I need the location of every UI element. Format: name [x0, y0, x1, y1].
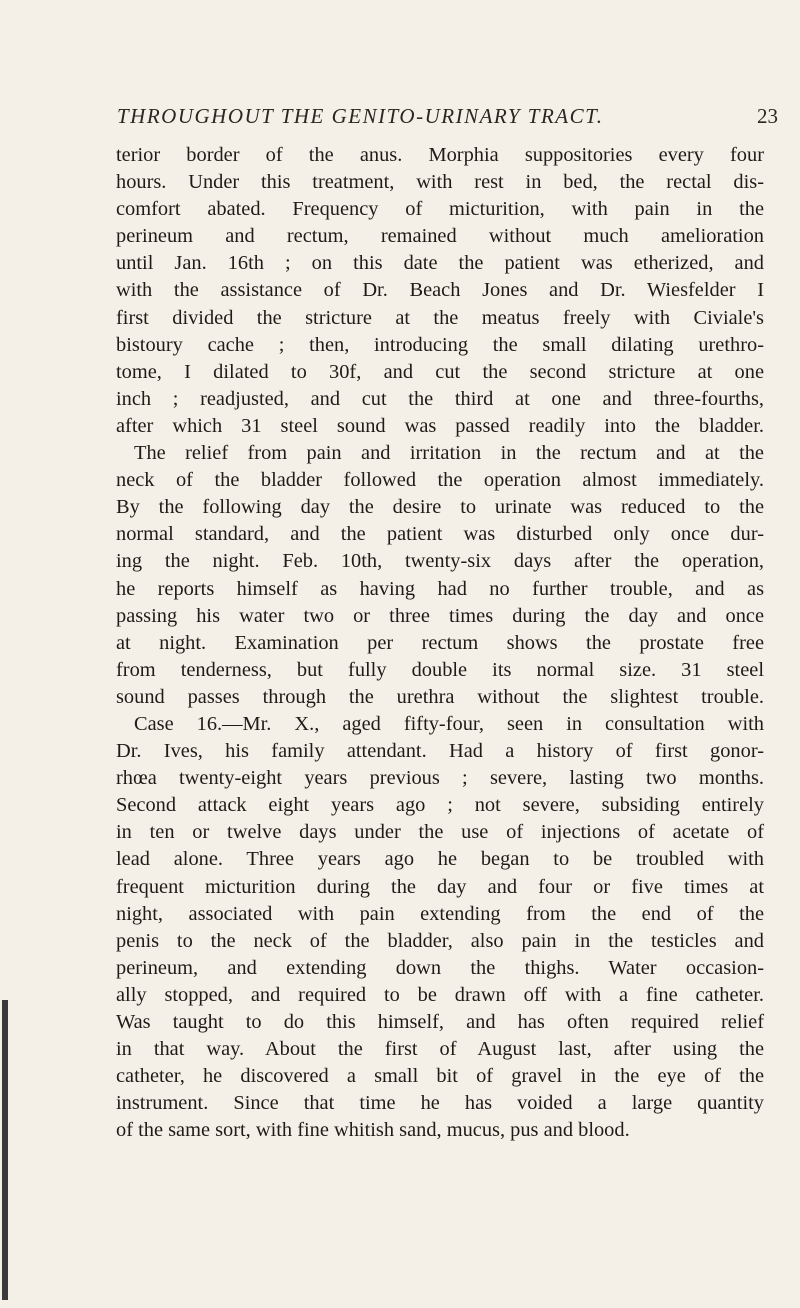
text-line: rhœa twenty-eight years previous ; severe, lasting two months.: [116, 767, 764, 790]
text-line: bistoury cache ; then, introducing the small dilating urethro-: [116, 333, 764, 356]
case-heading-line: Case 16.—Mr. X., aged fifty-four, seen in consultation with: [134, 712, 764, 735]
text-line: in that way. About the first of August last, after using the: [116, 1038, 764, 1061]
body-text: [116, 142, 764, 1144]
text-line: at night. Examination per rectum shows the prostate free: [116, 631, 764, 654]
text-line: ally stopped, and required to be drawn off with a fine catheter.: [116, 983, 764, 1006]
text-line: terior border of the anus. Morphia suppositories every four: [116, 144, 764, 166]
text-line: Was taught to do this himself, and has often required relief: [116, 1011, 764, 1033]
text-line: with the assistance of Dr. Beach Jones and Dr. Wiesfelder I: [116, 279, 764, 302]
text-line: instrument. Since that time he has voided a large quantity: [116, 1092, 764, 1115]
text-line: The relief from pain and irritation in the rectum and at the: [134, 442, 764, 465]
text-line: By the following day the desire to urinate was reduced to the: [116, 496, 764, 519]
text-line: comfort abated. Frequency of micturition, with pain in the: [116, 198, 764, 221]
text-line: perineum, and extending down the thighs. Water occasion-: [116, 956, 764, 979]
text-line: inch ; readjusted, and cut the third at one and three-fourths,: [116, 387, 764, 410]
running-title: THROUGHOUT THE GENITO-URINARY TRACT.: [117, 104, 604, 128]
text-line: after which 31 steel sound was passed readily into the bladder.: [116, 414, 764, 437]
text-line: penis to the neck of the bladder, also pain in the testicles and: [116, 929, 764, 952]
text-line: catheter, he discovered a small bit of gravel in the eye of the: [116, 1065, 764, 1088]
text-line: first divided the stricture at the meatus freely with Civiale's: [116, 306, 764, 329]
text-line: frequent micturition during the day and four or five times at: [116, 875, 764, 898]
text-line: until Jan. 16th ; on this date the patient was etherized, and: [116, 252, 764, 275]
page-edge-shadow: [2, 1000, 8, 1300]
text-line: Dr. Ives, his family attendant. Had a history of first gonor-: [116, 740, 764, 763]
text-line: tome, I dilated to 30f, and cut the second stricture at one: [116, 360, 764, 383]
text-line: normal standard, and the patient was disturbed only once dur-: [116, 523, 764, 546]
text-line: in ten or twelve days under the use of injections of acetate of: [116, 821, 764, 844]
text-line: lead alone. Three years ago he began to be troubled with: [116, 848, 764, 871]
text-line: neck of the bladder followed the operation almost immediately.: [116, 469, 764, 492]
text-line: ing the night. Feb. 10th, twenty-six days after the operation,: [116, 550, 764, 573]
text-line: he reports himself as having had no further trouble, and as: [116, 577, 764, 600]
page-number: 23: [757, 104, 778, 128]
text-line: from tenderness, but fully double its normal size. 31 steel: [116, 658, 764, 681]
text-line: perineum and rectum, remained without much amelioration: [116, 225, 764, 248]
running-head: [117, 104, 778, 129]
text-line: passing his water two or three times during the day and once: [116, 604, 764, 627]
text-line: night, associated with pain extending from the end of the: [116, 902, 764, 925]
text-line: hours. Under this treatment, with rest in bed, the rectal dis-: [116, 171, 764, 194]
text-line: of the same sort, with fine whitish sand, mucus, pus and blood.: [116, 1119, 630, 1142]
text-line: Second attack eight years ago ; not severe, subsiding entirely: [116, 794, 764, 817]
text-line: sound passes through the urethra without the slightest trouble.: [116, 685, 764, 708]
